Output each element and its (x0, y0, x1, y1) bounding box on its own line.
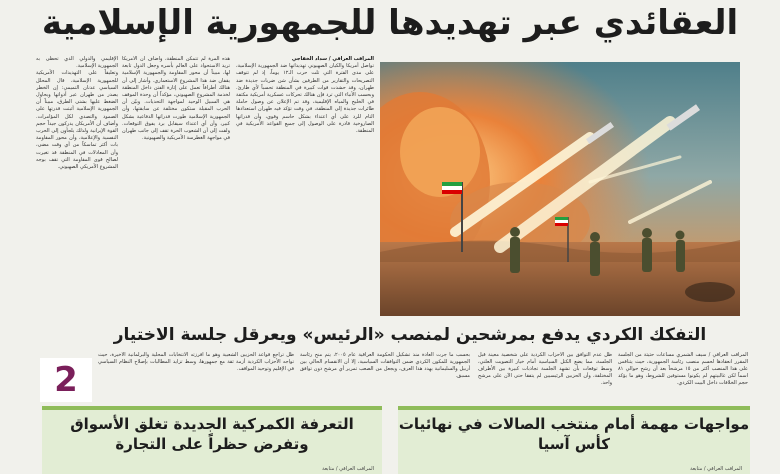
kurdish-column-4: ظل تراجع قواعد الحزبين الشعبية وهو ما أفرزته الانتخابات المحلية والبرلمانية الأخيرة، حيث تواجه الأحزاب الكردية أزمة ثقة مع جمهورها، وسط تزايد المطالبات بإصلاح النظام السياسي في الإقليم وتوحيد المواقف. (98, 352, 294, 372)
kurdish-story-headline: التفكك الكردي يدفع بمرشحين لمنصب «الرئيس» ويعرقل جلسة الاختيار (113, 325, 707, 345)
bottom-right-headline: مواجهات مهمة أمام منتخب الصالات في نهائيات كأس آسيا (398, 415, 750, 453)
lead-text-right: تواصل أمريكا والكيان الصهيوني تهديداتها ضد الجمهورية الإسلامية، على مدى الفترة التي تلت حرب الـ١٢ يوماً، إذ لم تتوقف التصريحات والتقارير من الطرفين بشأن شن ضربات جديدة ضد طهران، وقد حشدت قوات كبيرة في المنطقة تحسباً لأي طارئ. وبحسب الأنباء التي ترد فإن هنالك تحركات عسكرية أمريكية مكثفة في الخليج والمياه الإقليمية، وقد تم الإعلان عن وصول حاملة طائرات جديدة إلى المنطقة، في وقت تؤكد فيه طهران استعدادها التام للرد على أي اعتداء بشكل حاسم وقوي، وأن قدراتها الصاروخية قادرة على الوصول إلى جميع القواعد الأمريكية في المنطقة. (236, 63, 374, 135)
lead-column-left (36, 56, 118, 318)
lead-column-middle (122, 56, 230, 318)
bottom-story-right (398, 406, 750, 474)
kurdish-column-2: ظل عدم التوافق بين الأحزاب الكردية على شخصية معينة قبل الجلسة، مما يضع الكتل السياسية أمام خيار التصويت العلني، وسط توقعات بأن تشهد الجلسة تجاذبات كبيرة بين الأطراف المختلفة، وأن الحزبين الرئيسيين لم يتفقا حتى الآن على مرشح واحد. (478, 352, 612, 386)
kurdish-column-3: بحسب ما جرت العادة منذ تشكيل الحكومة العراقية عام ٢٠٠٥، يتم منح رئاسة الجمهورية للمكون الكردي ضمن التوافقات السياسية، إلا أن الانقسام الحالي بين أربيل والسليمانية يهدد هذا العرف، ويجعل من الصعب تمرير أي مرشح دون توافق مسبق. (300, 352, 470, 379)
page-number: 2 (54, 360, 78, 400)
lead-text-middle: هذه المرة لم تتمكن المنطقة، وأضاف أن الأمريكا تريد الاستحواذ على العالم بأسره وجعل الدول تابعة لها، مبيناً أن محور المقاومة والجمهورية الإسلامية يقفان ضد هذا المشروع الاستعماري. وأشار إلى أن هنالك أطرافاً تعمل على إثارة الفتن داخل المنطقة لخدمة المشروع الصهيوني، مؤكداً أن وحدة الموقف هي السبيل الوحيد لمواجهة التحديات. وبيّن أن الحرب المقبلة ستكون مختلفة عن سابقتها، وأن الجمهورية الإسلامية طورت قدراتها الدفاعية بشكل كبير، وأن أي اعتداء سيقابل برد يفوق التوقعات. ولفت إلى أن الشعوب الحرة تقف إلى جانب طهران في مواجهة الغطرسة الأمريكية والصهيونية. (122, 56, 230, 142)
lead-text-left-intro: الإقليمي والدولي الذي تحظى به الجمهورية الإسلامية. (36, 56, 118, 70)
bottom-left-byline: المراقب العراقي / متابعة (322, 466, 374, 472)
missile-launch-photo (380, 62, 740, 316)
kurdish-column-1: المراقب العراقي / سيف الشمري مساعات حثيثة من الجلسة المقرر انعقادها لحسم منصب رئاسة الجمهورية، حيث يتنافس على هذا المنصب أكثر من ١٥ مرشحاً بعد أن رشح حوالي ٨١ اسماً لكن غالبيتهم لم يكونوا مستوفين للشروط، وهو ما يؤكد حجم الخلافات داخل البيت الكردي. (618, 352, 748, 386)
lead-column-right (236, 56, 374, 318)
bottom-right-byline: المراقب العراقي / متابعة (690, 466, 742, 472)
lead-text-left: وتعليقاً على التهديدات الأمريكية للجمهورية الإسلامية، قال المحلل السياسي عدنان التميمي: إن الخطر يصدر من طهران عبر أدواتها ويحاول الضغط عليها بشتى الطرق، مبيناً أن الجمهورية الإسلامية أثبتت قدرتها على الصمود والتصدي لكل المؤامرات. وأضاف أن الأمريكان يدركون جيداً حجم القوة الإيرانية ولذلك يلجأون إلى الحرب النفسية والإعلامية، وأن محور المقاومة بات أكثر تماسكاً من أي وقت مضى، وأن المعادلات في المنطقة قد تغيرت لصالح قوى المقاومة التي تقف بوجه المشروع الأمريكي الصهيوني. (36, 70, 118, 171)
lead-byline: المراقب العراقي / سداد الخفاجي (291, 56, 374, 62)
bottom-left-headline: التعرفة الكمركية الجديدة تغلق الأسواق وتفرض حظراً على التجارة (70, 415, 354, 453)
bottom-story-left (42, 406, 382, 474)
page-headline: العقائدي عبر تهديدها للجمهورية الإسلامية (41, 3, 739, 43)
